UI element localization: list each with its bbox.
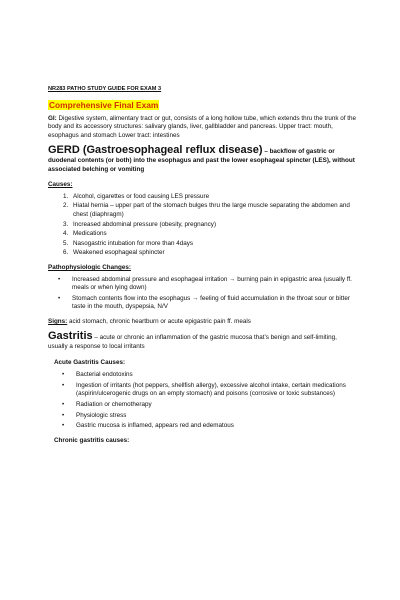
list-item: 6. Weakened esophageal sphincter [70, 249, 356, 258]
patho-effect: feeling of fluid accumulation in the throat sour or bitter taste in the mouth, dyspepsia, N/V [72, 294, 350, 311]
patho-cause: Stomach contents flow into the esophagus [72, 294, 193, 302]
list-item: • Physiologic stress [48, 412, 356, 421]
gastritis-heading [48, 332, 356, 351]
gi-text: Digestive system, alimentary tract or gut, consists of a long hollow tube, which extends thru the trunk of the body and its accessory structures: salivary glands, liver, gallbladder and pancreas. Upper tract: mouth, esophagus and stomach Lower tract: intestines [48, 114, 356, 139]
gerd-patho-list [48, 276, 356, 312]
list-item: 5. Nasogastric intubation for more than 4days [70, 240, 356, 249]
signs-text: acid stomach, chronic heartburn or acute epigastric pain ff. meals [67, 317, 251, 325]
gastritis-title: Gastritis [48, 330, 93, 343]
acute-gastritis-heading: Acute Gastritis Causes: [54, 358, 126, 366]
list-item: 4. Medications [70, 230, 356, 239]
list-item [48, 276, 356, 293]
list-item: 1. Alcohol, cigarettes or food causing LES pressure [70, 193, 356, 202]
arrow-right-icon: → [192, 294, 199, 302]
gerd-causes-list [48, 193, 356, 258]
exam-banner: Comprehensive Final Exam [49, 99, 159, 110]
gerd-causes-heading: Causes: [48, 181, 73, 189]
gi-paragraph [48, 115, 356, 141]
list-item [48, 295, 356, 312]
list-item: • Ingestion of irritants (hot peppers, shellfish allergy), excessive alcohol intake, certain medications (aspirin/ulcerogenic drugs on an empty stomach) and poisons (corrosive or toxic substances) [48, 382, 356, 399]
gerd-patho-heading: Pathophysiologic Changes: [48, 263, 131, 271]
list-item: • Bacterial endotoxins [48, 371, 356, 380]
document-title: NR283 PATHO STUDY GUIDE FOR EXAM 3 [48, 86, 162, 92]
list-item: • Radiation or chemotherapy [48, 401, 356, 410]
list-item: • Gastric mucosa is inflamed, appears red and edematous [48, 422, 356, 431]
gerd-definition: – backflow of gastric or duodenal contents (or both) into the esophagus and past the lower esophageal spincter (LES), without associated belching or vomiting [48, 148, 355, 173]
gerd-heading [48, 146, 356, 174]
patho-cause: Increased abdominal pressure and esophageal irritation [72, 275, 230, 283]
acute-gastritis-causes-list [48, 371, 356, 431]
list-item: 2. Hiatal hernia – upper part of the stomach bulges thru the large muscle separating the abdomen and chest (diaphragm) [70, 202, 356, 219]
gi-label: GI: [48, 114, 57, 122]
signs-label: Signs: [48, 317, 68, 325]
list-item: 3. Increased abdominal pressure (obesity, pregnancy) [70, 221, 356, 230]
patho-effect: burning pain in epigastric area (usually ff. meals or when lying down) [72, 275, 352, 292]
gerd-title: GERD (Gastroesophageal reflux disease) [48, 144, 263, 157]
arrow-right-icon: → [229, 275, 236, 283]
chronic-gastritis-heading: Chronic gastritis causes: [54, 436, 130, 444]
gastritis-definition: – acute or chronic an inflammation of the gastric mucosa that’s benign and self-limiting, usually a response to local irritants [48, 334, 337, 351]
gerd-signs [48, 318, 356, 327]
